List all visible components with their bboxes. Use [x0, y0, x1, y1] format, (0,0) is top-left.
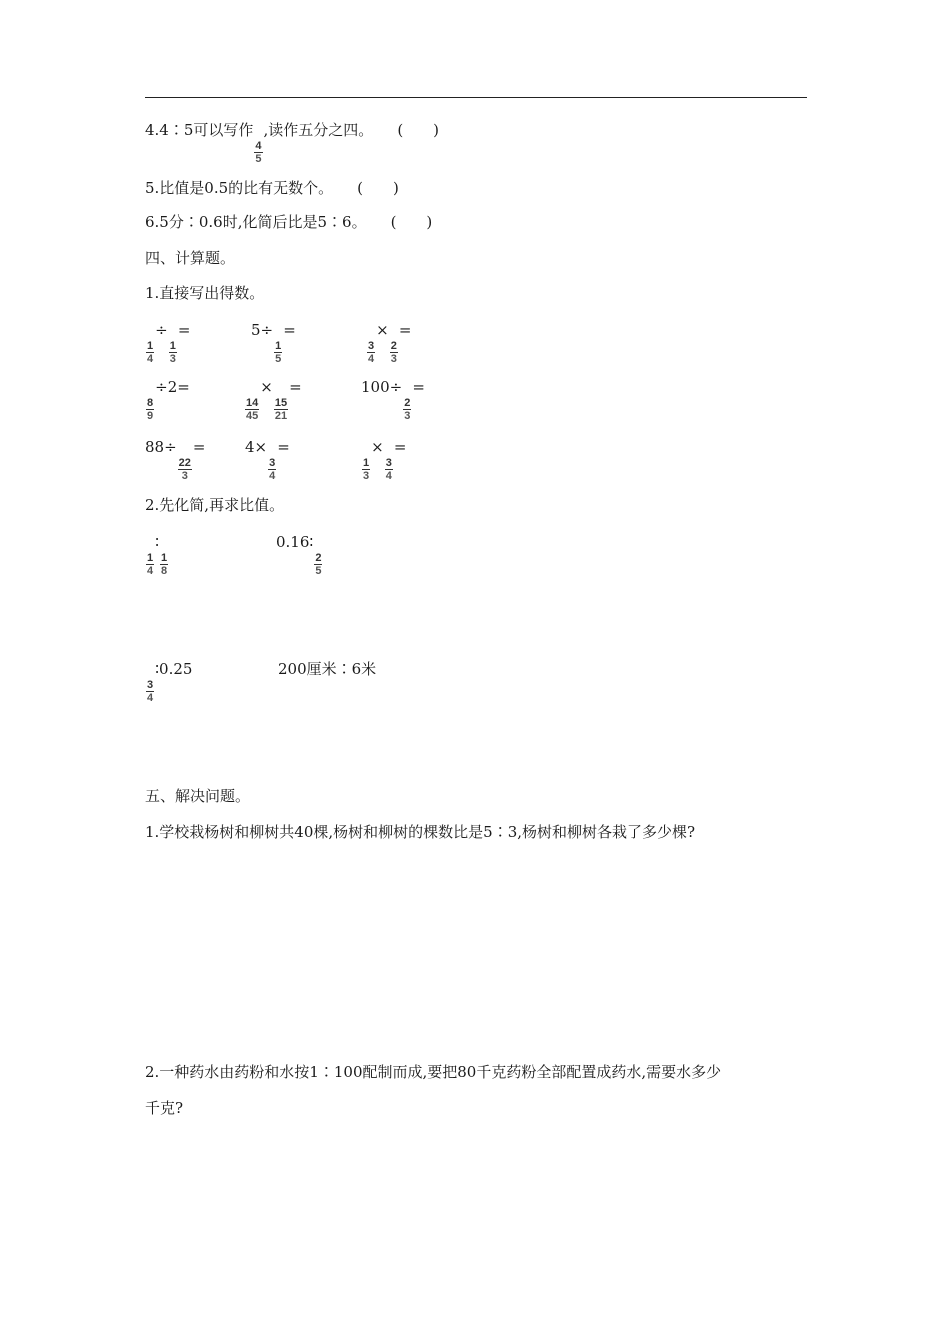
tf-question-5: [145, 178, 399, 198]
ratio-item: 0.16∶ $\frac{2}{5}$: [276, 533, 322, 577]
calc-item: $\frac{1}{3}$ × $\frac{3}{4}$ =: [363, 438, 407, 482]
section-4-title: 四、计算题。: [145, 249, 236, 267]
calc-item: $\frac{8}{9}$ ÷2=: [147, 378, 190, 422]
fraction: $\frac{3}{4}$: [385, 457, 392, 482]
calc-item: 4× $\frac{3}{4}$ =: [245, 438, 290, 482]
ratio-item: $\frac{3}{4}$ ∶0.25: [147, 660, 193, 704]
fraction: $\frac{3}{4}$: [147, 679, 154, 704]
fraction: $\frac{14}{45}$: [246, 397, 259, 422]
fraction: $\frac{1}{5}$: [275, 340, 282, 365]
fraction: $\frac{15}{21}$: [274, 397, 288, 422]
fraction: $\frac{2}{5}$: [315, 552, 322, 577]
calc-item: $\frac{3}{4}$ × $\frac{2}{3}$ =: [368, 321, 412, 365]
fraction: $\frac{4}{5}$: [255, 140, 262, 165]
problem-2-line-2: 千克?: [145, 1099, 184, 1117]
tf-q6-text: 6.5分∶0.6时,化简后比是5∶6。: [145, 213, 367, 231]
fraction: $\frac{2}{3}$: [390, 340, 397, 365]
answer-blank[interactable]: ( ): [390, 213, 433, 231]
tf-q5-text: 5.比值是0.5的比有无数个。: [145, 179, 334, 197]
tf-q4-suffix: ,读作五分之四。: [263, 121, 374, 139]
fraction: $\frac{3}{4}$: [368, 340, 375, 365]
fraction: $\frac{1}{4}$: [147, 340, 154, 365]
header-rule: [145, 97, 807, 98]
fraction: $\frac{2}{3}$: [404, 397, 411, 422]
answer-blank[interactable]: ( ): [357, 179, 399, 197]
answer-blank[interactable]: ( ): [397, 121, 440, 139]
ratio-item: $\frac{1}{4}$ ∶ $\frac{1}{8}$: [147, 533, 168, 577]
problem-1: 1.学校栽杨树和柳树共40棵,杨树和柳树的棵数比是5∶3,杨树和柳树各栽了多少棵?: [145, 823, 696, 841]
calc-item: 5÷ $\frac{1}{5}$ =: [251, 321, 296, 365]
calc-item: 100÷ $\frac{2}{3}$ =: [361, 378, 425, 422]
calc-q2-title: 2.先化简,再求比值。: [145, 496, 285, 514]
tf-question-4: [145, 120, 439, 165]
tf-q4-prefix: 4.4∶5可以写作: [145, 121, 254, 139]
calc-item: $\frac{1}{4}$ ÷ $\frac{1}{3}$ =: [147, 321, 191, 365]
fraction: $\frac{3}{4}$: [269, 457, 276, 482]
fraction: $\frac{1}{4}$: [147, 552, 154, 577]
fraction: $\frac{1}{3}$: [169, 340, 176, 365]
fraction: $\frac{8}{9}$: [147, 397, 154, 422]
calc-item: 88÷ $\frac{22}{3}$ =: [145, 438, 206, 482]
calc-q1-title: 1.直接写出得数。: [145, 284, 265, 302]
tf-question-6: [145, 212, 432, 232]
fraction: $\frac{1}{3}$: [363, 457, 370, 482]
fraction: $\frac{22}{3}$: [178, 457, 191, 482]
calc-item: $\frac{14}{45}$ × $\frac{15}{21}$ =: [246, 378, 302, 422]
section-5-title: 五、解决问题。: [145, 787, 251, 805]
ratio-item: 200厘米∶6米: [278, 660, 377, 678]
fraction: $\frac{1}{8}$: [161, 552, 168, 577]
problem-2-line-1: 2.一种药水由药粉和水按1∶100配制而成,要把80千克药粉全部配置成药水,需要水多少: [145, 1063, 722, 1081]
